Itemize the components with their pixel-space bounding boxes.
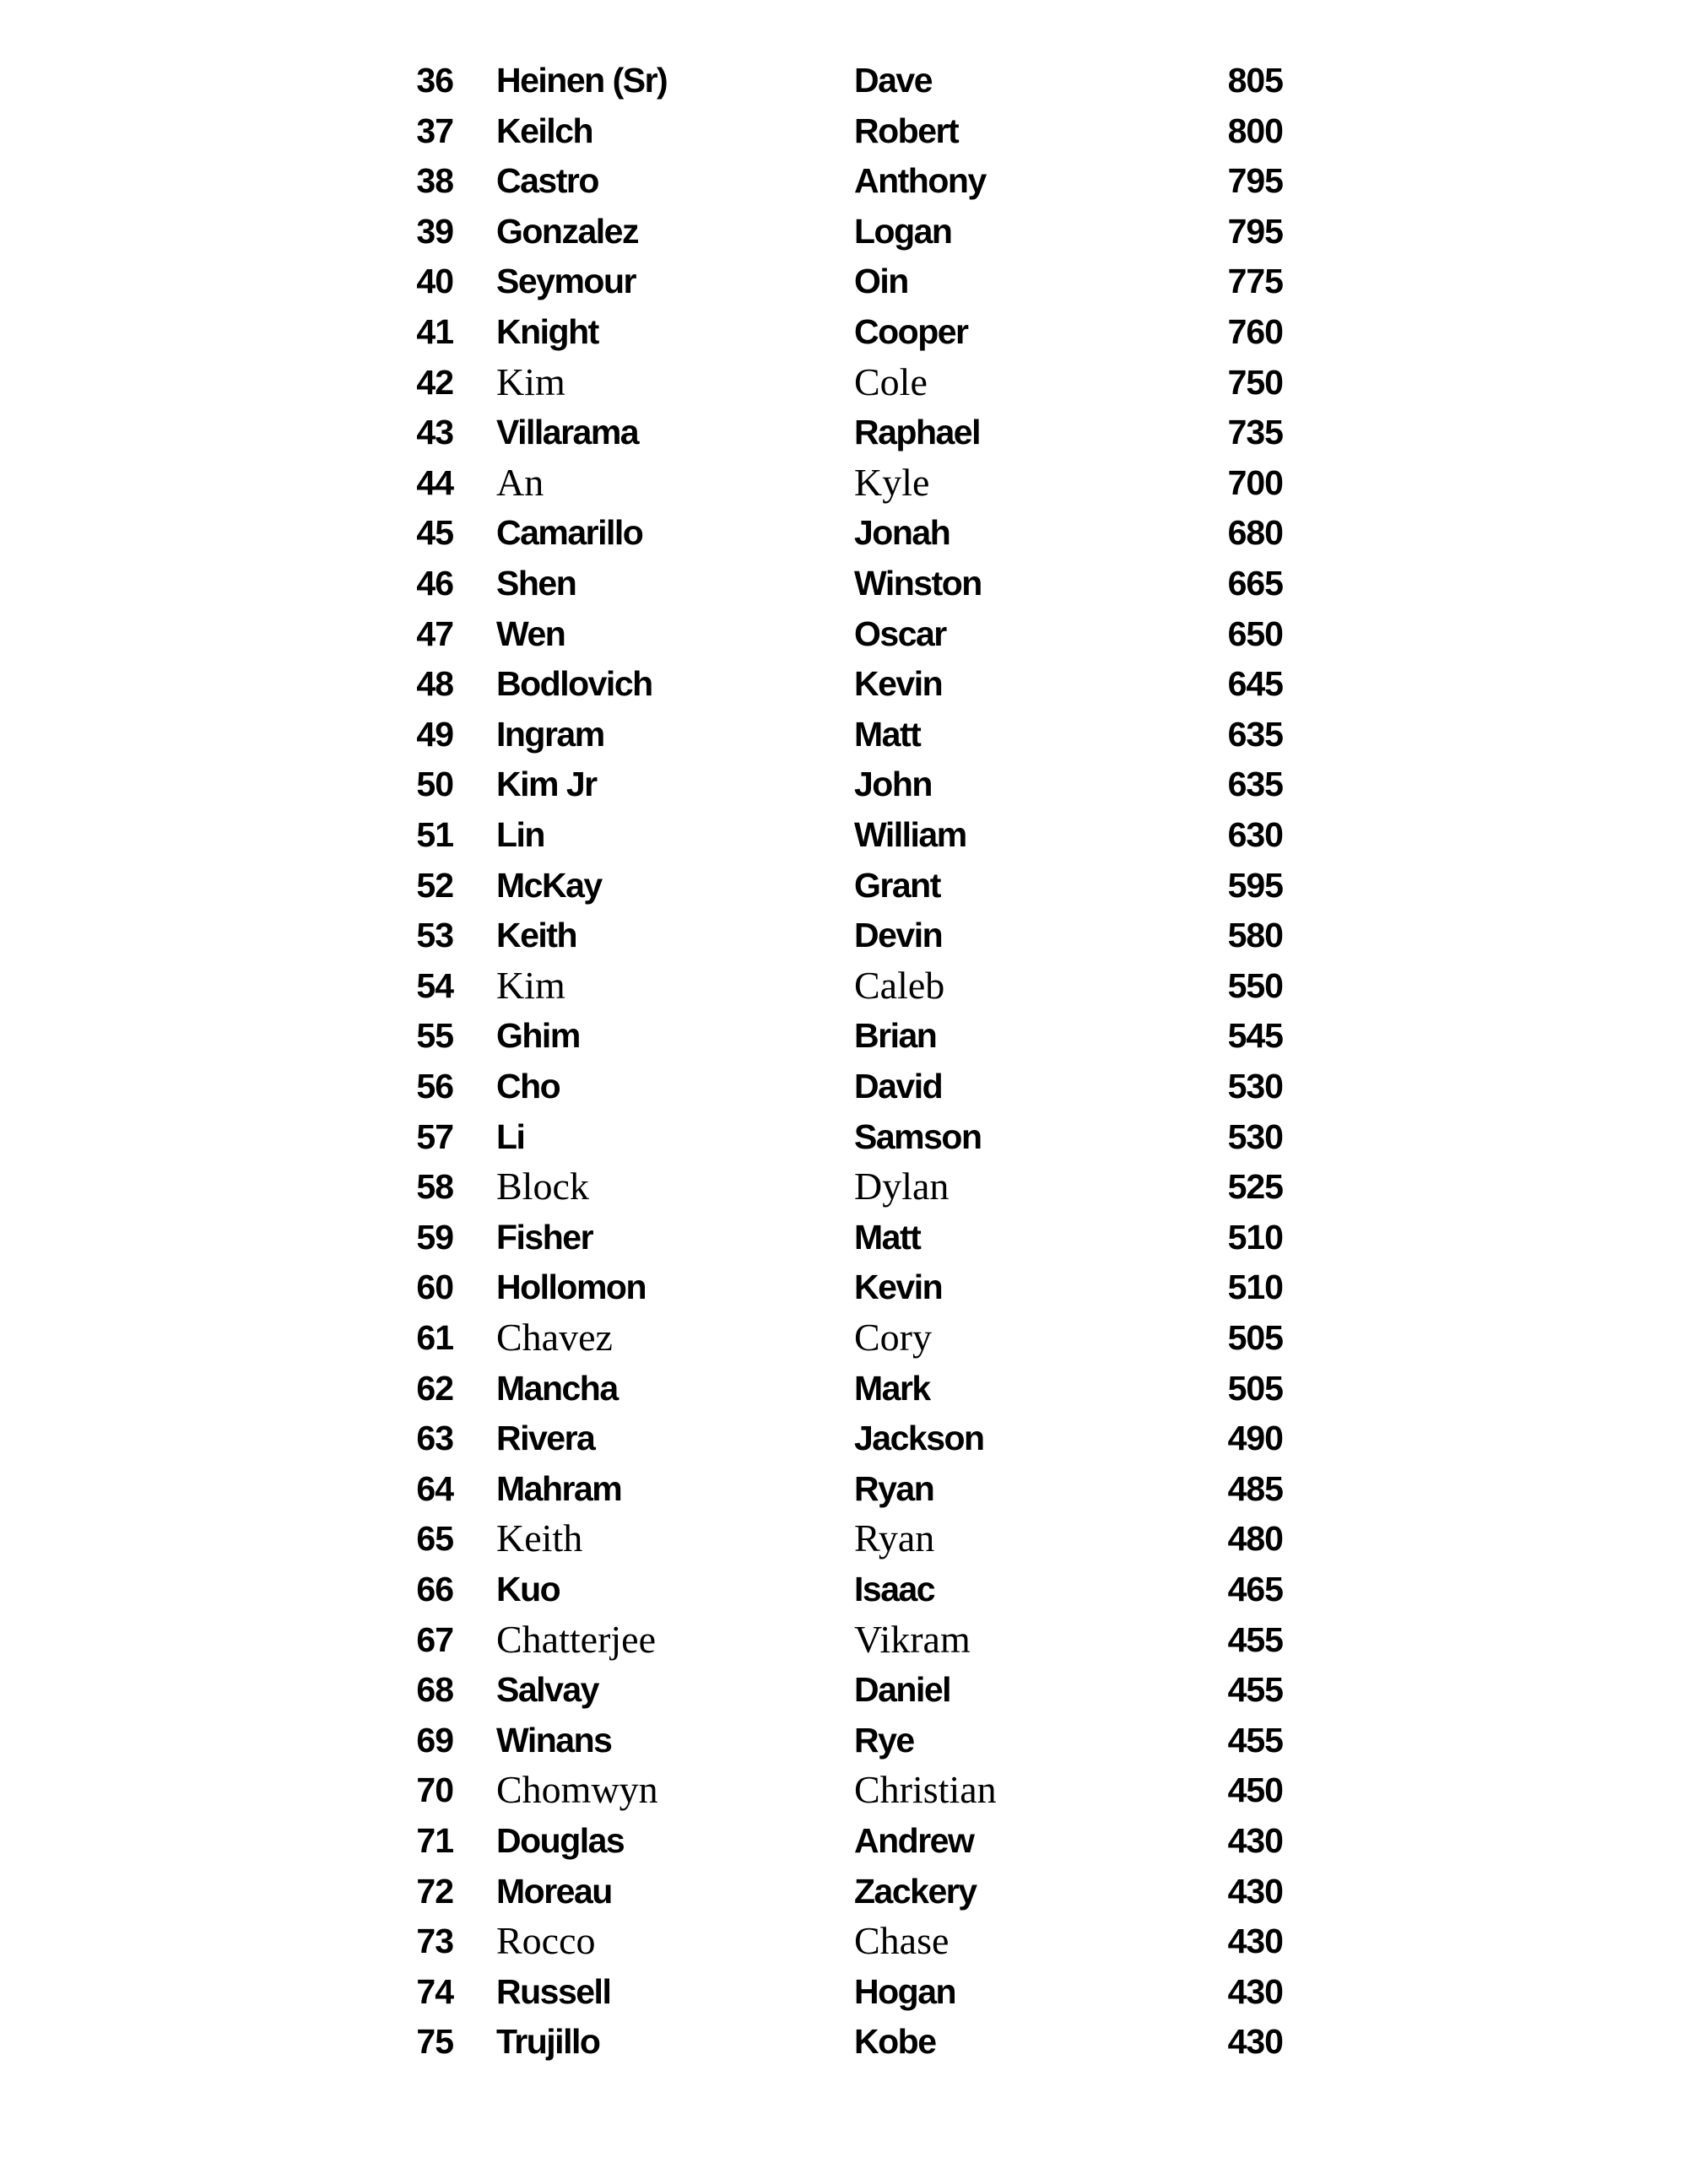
first-name-cell: Logan xyxy=(854,211,952,251)
table-row xyxy=(0,960,1688,1011)
table-row xyxy=(0,1715,1688,1765)
first-name-cell: Ryan xyxy=(854,1516,935,1560)
first-name-cell: Caleb xyxy=(854,963,945,1007)
last-name-cell: Chavez xyxy=(496,1316,613,1359)
last-name-cell: Mancha xyxy=(496,1368,618,1408)
first-name-cell: Samson xyxy=(854,1116,982,1156)
table-row xyxy=(0,407,1688,457)
rank-cell: 55 xyxy=(416,1016,453,1056)
rank-cell: 38 xyxy=(416,161,453,201)
last-name-cell: Keith xyxy=(496,1516,583,1560)
last-name-cell: Kim xyxy=(496,963,565,1007)
last-name-cell: Cho xyxy=(496,1067,560,1106)
first-name-cell: Mark xyxy=(854,1368,930,1408)
last-name-cell: Rocco xyxy=(496,1919,596,1963)
rank-cell: 68 xyxy=(416,1670,453,1710)
first-name-cell: Oscar xyxy=(854,614,946,653)
score-cell: 795 xyxy=(1227,161,1283,201)
last-name-cell: Ghim xyxy=(496,1016,580,1056)
score-cell: 465 xyxy=(1227,1570,1283,1608)
rank-cell: 54 xyxy=(416,965,453,1005)
rank-cell: 75 xyxy=(416,2022,453,2062)
score-cell: 805 xyxy=(1227,61,1283,100)
table-row xyxy=(0,457,1688,508)
table-row xyxy=(0,1010,1688,1061)
score-cell: 550 xyxy=(1227,965,1283,1005)
table-row xyxy=(0,1312,1688,1363)
first-name-cell: Cole xyxy=(854,359,928,403)
rank-cell: 58 xyxy=(416,1167,453,1207)
score-cell: 750 xyxy=(1227,362,1283,402)
last-name-cell: Bodlovich xyxy=(496,664,652,704)
last-name-cell: Kuo xyxy=(496,1570,560,1608)
first-name-cell: Christian xyxy=(854,1768,997,1812)
rank-cell: 50 xyxy=(416,765,453,804)
table-row xyxy=(0,1413,1688,1463)
last-name-cell: Ingram xyxy=(496,714,604,754)
rank-cell: 60 xyxy=(416,1268,453,1307)
score-cell: 530 xyxy=(1227,1116,1283,1156)
last-name-cell: Moreau xyxy=(496,1871,612,1911)
score-cell: 650 xyxy=(1227,614,1283,653)
first-name-cell: Brian xyxy=(854,1016,937,1056)
last-name-cell: Knight xyxy=(496,312,598,351)
table-row xyxy=(0,1111,1688,1162)
table-row xyxy=(0,1664,1688,1715)
last-name-cell: Keilch xyxy=(496,111,593,150)
table-row xyxy=(0,1916,1688,1966)
table-row xyxy=(0,256,1688,306)
rank-cell: 36 xyxy=(416,61,453,100)
score-cell: 480 xyxy=(1227,1519,1283,1559)
first-name-cell: John xyxy=(854,765,932,804)
table-row xyxy=(0,558,1688,608)
last-name-cell: Chatterjee xyxy=(496,1617,657,1661)
rank-cell: 65 xyxy=(416,1519,453,1559)
score-cell: 430 xyxy=(1227,1971,1283,2011)
rank-cell: 43 xyxy=(416,413,453,452)
last-name-cell: Rivera xyxy=(496,1419,595,1458)
table-row xyxy=(0,1061,1688,1111)
last-name-cell: Block xyxy=(496,1165,589,1208)
table-row xyxy=(0,357,1688,408)
first-name-cell: William xyxy=(854,815,966,854)
first-name-cell: Rye xyxy=(854,1720,914,1760)
last-name-cell: Seymour xyxy=(496,262,636,301)
last-name-cell: Heinen (Sr) xyxy=(496,61,668,100)
last-name-cell: Mahram xyxy=(496,1468,622,1508)
score-cell: 455 xyxy=(1227,1670,1283,1710)
table-row xyxy=(0,1463,1688,1514)
first-name-cell: Dylan xyxy=(854,1165,950,1208)
last-name-cell: Villarama xyxy=(496,413,639,452)
score-cell: 735 xyxy=(1227,413,1283,452)
score-cell: 525 xyxy=(1227,1167,1283,1207)
score-cell: 760 xyxy=(1227,312,1283,351)
first-name-cell: Vikram xyxy=(854,1617,971,1661)
rank-cell: 51 xyxy=(416,815,453,854)
rank-cell: 44 xyxy=(416,462,453,502)
first-name-cell: Winston xyxy=(854,564,982,603)
first-name-cell: Daniel xyxy=(854,1670,951,1710)
table-row xyxy=(0,1765,1688,1815)
first-name-cell: Dave xyxy=(854,61,933,100)
score-cell: 580 xyxy=(1227,916,1283,955)
table-row xyxy=(0,1262,1688,1312)
score-cell: 430 xyxy=(1227,2022,1283,2062)
table-row xyxy=(0,1161,1688,1212)
score-cell: 630 xyxy=(1227,815,1283,854)
first-name-cell: Matt xyxy=(854,1217,921,1257)
rank-cell: 41 xyxy=(416,312,453,351)
score-cell: 510 xyxy=(1227,1268,1283,1307)
first-name-cell: Jackson xyxy=(854,1419,984,1458)
rank-cell: 57 xyxy=(416,1116,453,1156)
table-row xyxy=(0,2016,1688,2067)
rank-cell: 72 xyxy=(416,1871,453,1911)
table-row xyxy=(0,155,1688,206)
table-row xyxy=(0,1513,1688,1564)
first-name-cell: Kevin xyxy=(854,1268,943,1307)
rank-cell: 47 xyxy=(416,614,453,653)
last-name-cell: McKay xyxy=(496,865,602,905)
last-name-cell: Winans xyxy=(496,1720,612,1760)
score-cell: 455 xyxy=(1227,1720,1283,1760)
rank-cell: 67 xyxy=(416,1619,453,1659)
rank-cell: 70 xyxy=(416,1770,453,1810)
first-name-cell: Anthony xyxy=(854,161,986,201)
score-cell: 680 xyxy=(1227,513,1283,553)
last-name-cell: Russell xyxy=(496,1971,611,2011)
last-name-cell: Chomwyn xyxy=(496,1768,658,1812)
score-cell: 595 xyxy=(1227,865,1283,905)
score-cell: 635 xyxy=(1227,765,1283,804)
table-row xyxy=(0,1866,1688,1916)
rank-cell: 61 xyxy=(416,1318,453,1357)
last-name-cell: Gonzalez xyxy=(496,211,638,251)
table-row xyxy=(0,55,1688,105)
table-row xyxy=(0,1614,1688,1665)
first-name-cell: Isaac xyxy=(854,1570,935,1608)
first-name-cell: Raphael xyxy=(854,413,980,452)
first-name-cell: Kevin xyxy=(854,664,943,704)
table-row xyxy=(0,809,1688,860)
table-row xyxy=(0,1815,1688,1866)
rank-cell: 59 xyxy=(416,1217,453,1257)
rank-cell: 53 xyxy=(416,916,453,955)
first-name-cell: Jonah xyxy=(854,513,950,553)
last-name-cell: Trujillo xyxy=(496,2022,600,2062)
last-name-cell: An xyxy=(496,460,544,504)
rank-cell: 52 xyxy=(416,865,453,905)
table-row xyxy=(0,1363,1688,1414)
rank-cell: 73 xyxy=(416,1922,453,1961)
rank-cell: 37 xyxy=(416,111,453,150)
rank-cell: 45 xyxy=(416,513,453,553)
table-row xyxy=(0,910,1688,960)
first-name-cell: Andrew xyxy=(854,1821,974,1860)
score-cell: 490 xyxy=(1227,1419,1283,1458)
score-cell: 455 xyxy=(1227,1619,1283,1659)
score-cell: 505 xyxy=(1227,1318,1283,1357)
score-cell: 800 xyxy=(1227,111,1283,150)
first-name-cell: Kyle xyxy=(854,460,930,504)
rank-cell: 49 xyxy=(416,714,453,754)
table-row xyxy=(0,608,1688,659)
last-name-cell: Kim xyxy=(496,359,565,403)
rank-cell: 66 xyxy=(416,1570,453,1608)
last-name-cell: Fisher xyxy=(496,1217,593,1257)
rank-cell: 62 xyxy=(416,1368,453,1408)
score-cell: 485 xyxy=(1227,1468,1283,1508)
score-cell: 635 xyxy=(1227,714,1283,754)
first-name-cell: Matt xyxy=(854,714,921,754)
last-name-cell: Lin xyxy=(496,815,544,854)
rank-cell: 69 xyxy=(416,1720,453,1760)
first-name-cell: Cooper xyxy=(854,312,968,351)
rank-cell: 56 xyxy=(416,1067,453,1106)
rank-cell: 71 xyxy=(416,1821,453,1860)
last-name-cell: Shen xyxy=(496,564,576,603)
last-name-cell: Castro xyxy=(496,161,598,201)
score-cell: 665 xyxy=(1227,564,1283,603)
table-row xyxy=(0,507,1688,558)
first-name-cell: Hogan xyxy=(854,1971,956,2011)
first-name-cell: Cory xyxy=(854,1316,932,1359)
rank-cell: 74 xyxy=(416,1971,453,2011)
rank-cell: 40 xyxy=(416,262,453,301)
score-cell: 505 xyxy=(1227,1368,1283,1408)
first-name-cell: Oin xyxy=(854,262,908,301)
table-row xyxy=(0,105,1688,156)
first-name-cell: Kobe xyxy=(854,2022,936,2062)
last-name-cell: Kim Jr xyxy=(496,765,597,804)
score-cell: 795 xyxy=(1227,211,1283,251)
table-row xyxy=(0,1966,1688,2017)
score-cell: 430 xyxy=(1227,1821,1283,1860)
first-name-cell: Grant xyxy=(854,865,940,905)
rank-cell: 64 xyxy=(416,1468,453,1508)
table-row xyxy=(0,206,1688,257)
score-cell: 430 xyxy=(1227,1871,1283,1911)
last-name-cell: Keith xyxy=(496,916,576,955)
last-name-cell: Li xyxy=(496,1116,525,1156)
table-row xyxy=(0,658,1688,709)
score-cell: 430 xyxy=(1227,1922,1283,1961)
rank-cell: 46 xyxy=(416,564,453,603)
last-name-cell: Hollomon xyxy=(496,1268,647,1307)
first-name-cell: Chase xyxy=(854,1919,950,1963)
table-row xyxy=(0,1212,1688,1262)
rank-cell: 42 xyxy=(416,362,453,402)
score-cell: 530 xyxy=(1227,1067,1283,1106)
last-name-cell: Camarillo xyxy=(496,513,643,553)
table-row xyxy=(0,759,1688,809)
rank-cell: 48 xyxy=(416,664,453,704)
table-row xyxy=(0,1564,1688,1614)
last-name-cell: Douglas xyxy=(496,1821,625,1860)
first-name-cell: Robert xyxy=(854,111,959,150)
table-row xyxy=(0,860,1688,911)
last-name-cell: Wen xyxy=(496,614,565,653)
score-cell: 645 xyxy=(1227,664,1283,704)
first-name-cell: David xyxy=(854,1067,943,1106)
last-name-cell: Salvay xyxy=(496,1670,598,1710)
table-row xyxy=(0,709,1688,760)
score-cell: 775 xyxy=(1227,262,1283,301)
table-row xyxy=(0,306,1688,357)
score-cell: 450 xyxy=(1227,1770,1283,1810)
rank-cell: 39 xyxy=(416,211,453,251)
first-name-cell: Devin xyxy=(854,916,943,955)
first-name-cell: Zackery xyxy=(854,1871,977,1911)
score-cell: 510 xyxy=(1227,1217,1283,1257)
first-name-cell: Ryan xyxy=(854,1468,934,1508)
score-cell: 700 xyxy=(1227,462,1283,502)
rank-cell: 63 xyxy=(416,1419,453,1458)
score-cell: 545 xyxy=(1227,1016,1283,1056)
